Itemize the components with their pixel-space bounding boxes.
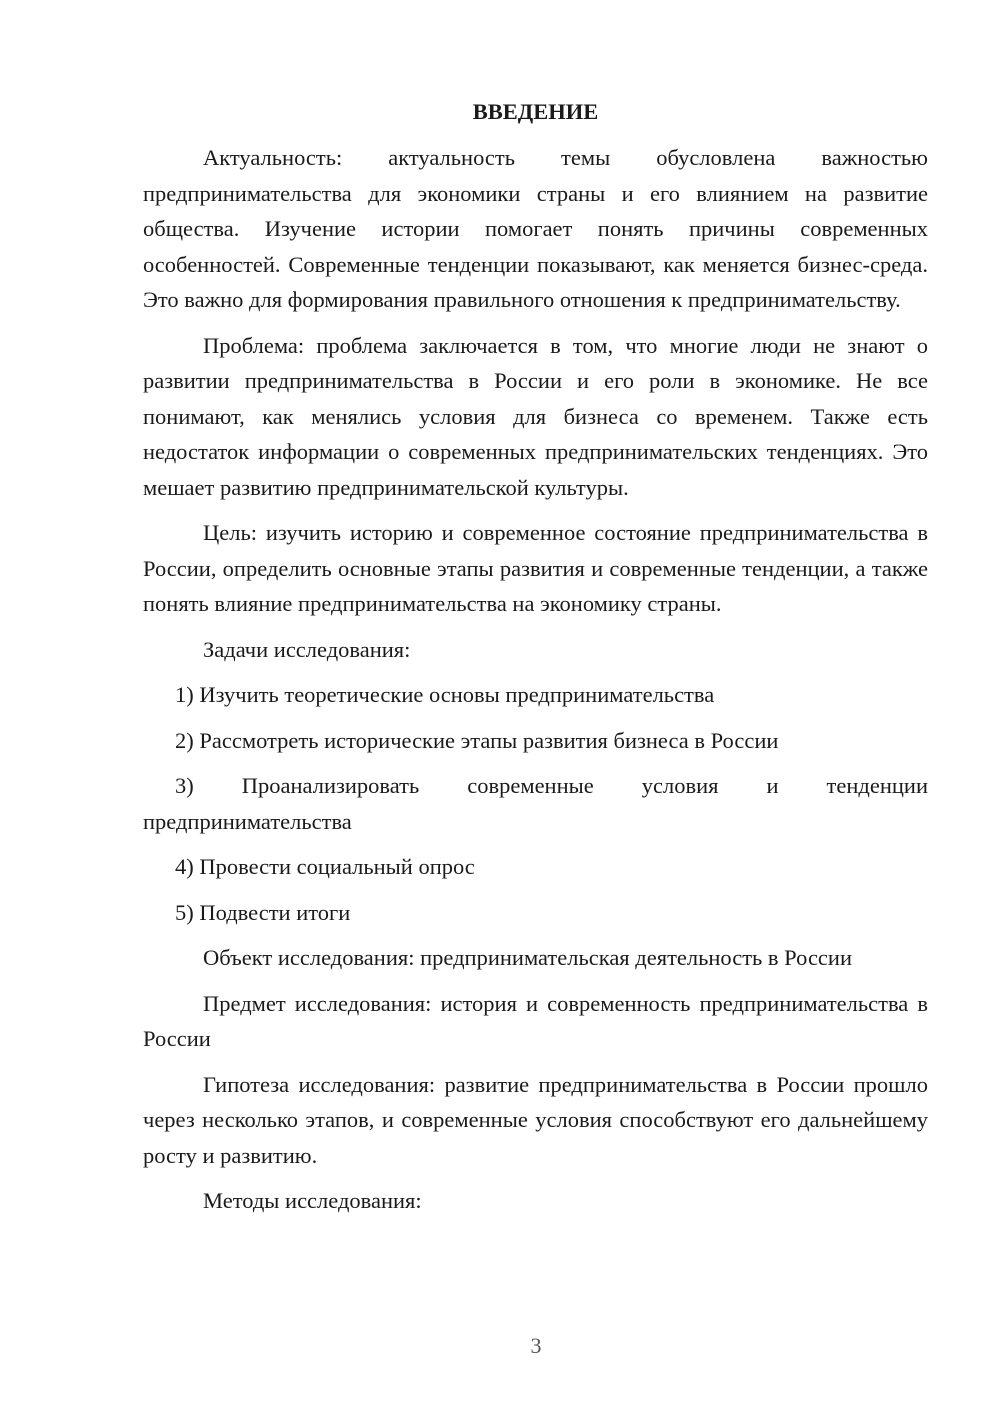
paragraph-goal: Цель: изучить историю и современное состояние предпринимательства в России, определить основные этапы развития и современные тенденции, а также понять влияние предпринимательства на экономику страны.	[143, 520, 928, 616]
paragraph-subject: Предмет исследования: история и современность предпринимательства в России	[143, 990, 928, 1051]
task-item-5: 5) Подвести итоги	[175, 899, 351, 925]
task-item-4: 4) Провести социальный опрос	[175, 854, 475, 879]
section-title: ВВЕДЕНИЕ	[472, 99, 599, 124]
paragraph-tasks-heading: Задачи исследования:	[203, 636, 411, 662]
task-item-1: 1) Изучить теоретические основы предпринимательства	[175, 682, 715, 707]
paragraph-problem: Проблема: проблема заключается в том, что многие люди не знают о развитии предпринимательства в России и его роли в экономике. Не все понимают, как менялись условия для бизнеса со временем. Также есть недостаток информации о современных предпринимательских тенденциях. Это мешает развитию предпринимательской культуры.	[143, 332, 928, 500]
paragraph-methods: Методы исследования:	[203, 1188, 422, 1213]
task-item-2: 2) Рассмотреть исторические этапы развития бизнеса в России	[175, 727, 779, 753]
paragraph-object: Объект исследования: предпринимательская деятельность в России	[203, 945, 852, 970]
page-content	[143, 96, 928, 1229]
paragraph-relevance: Актуальность: актуальность темы обусловлена важностью предпринимательства для экономики страны и его влиянием на развитие общества. Изучение истории помогает понять причины современных особенностей. Современные тенденции показывают, как меняется бизнес-среда. Это важно для формирования правильного отношения к предпринимательству.	[143, 145, 928, 312]
page-number: 3	[530, 1333, 542, 1358]
task-item-3: 3) Проанализировать современные условия и тенденции предпринимательства	[143, 773, 928, 834]
paragraph-hypothesis: Гипотеза исследования: развитие предпринимательства в России прошло через несколько этапов, и современные условия способствуют его дальнейшему росту и развитию.	[143, 1071, 928, 1168]
